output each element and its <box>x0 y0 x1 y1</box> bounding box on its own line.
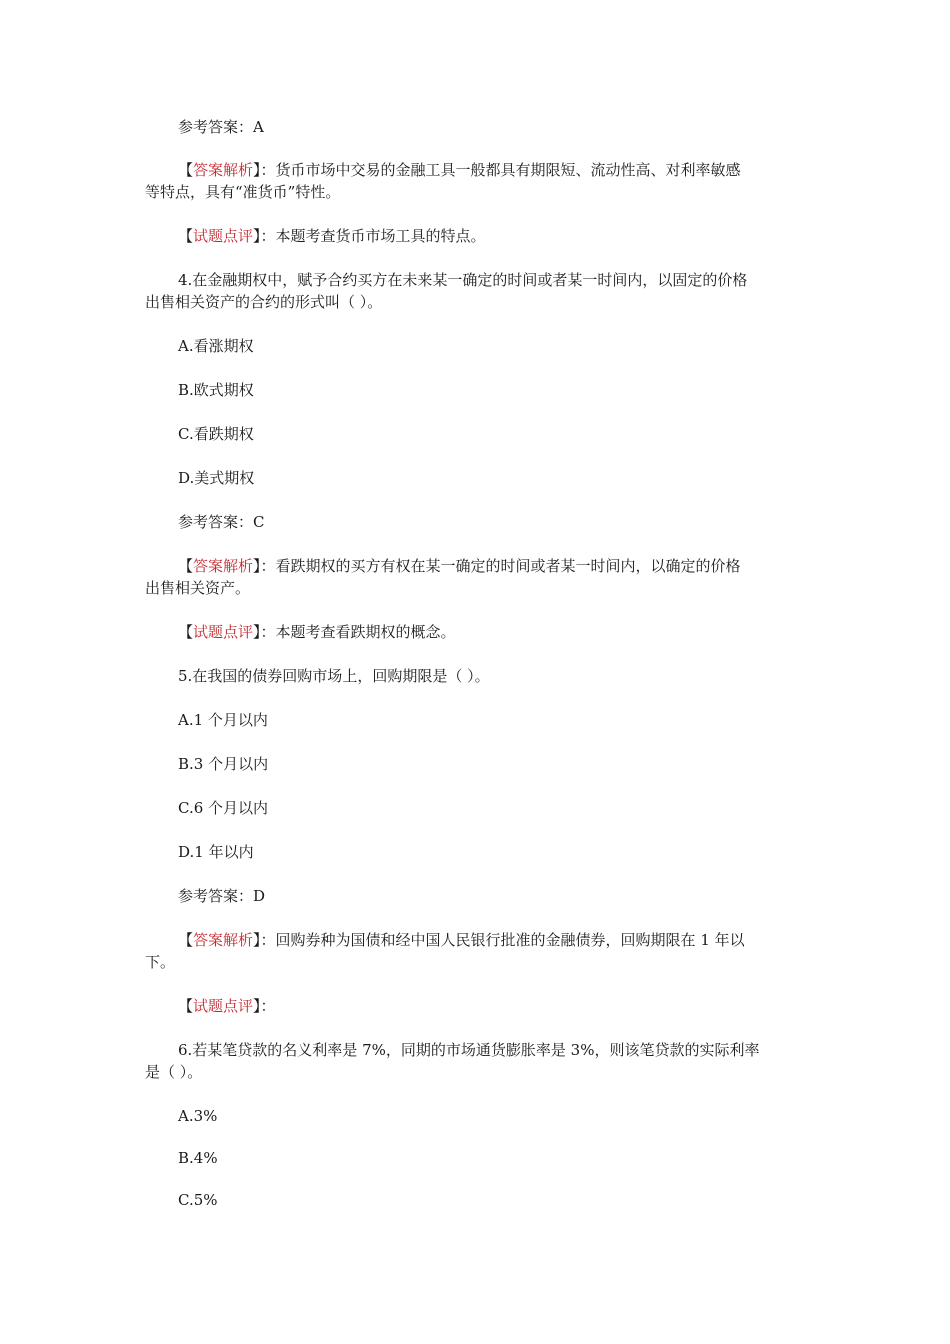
analysis-text: ：回购券种为国债和经中国人民银行批准的金融债券，回购期限在 1 年以 <box>260 931 745 949</box>
analysis-text: ：货币市场中交易的金融工具一般都具有期限短、流动性高、对利率敏感 <box>260 161 741 179</box>
review-line <box>178 225 486 247</box>
review-tag: 试题点评 <box>193 997 254 1015</box>
option-a: A.1 个月以内 <box>178 711 268 729</box>
option-d: D.美式期权 <box>178 469 255 487</box>
review-line <box>178 621 456 643</box>
bracket-left: 【 <box>178 931 194 949</box>
question-6-cont: 是（ ）。 <box>145 1063 203 1081</box>
analysis-line-cont: 出售相关资产。 <box>145 579 251 597</box>
answer-line: 参考答案：D <box>178 887 266 905</box>
bracket-left: 【 <box>178 227 194 245</box>
bracket-left: 【 <box>178 997 194 1015</box>
option-a: A.看涨期权 <box>178 337 254 355</box>
option-c: C.看跌期权 <box>178 425 254 443</box>
bracket-left: 【 <box>178 557 194 575</box>
question-4: 4.在金融期权中，赋予合约买方在未来某一确定的时间或者某一时间内，以固定的价格 <box>178 271 748 289</box>
bracket-right: 】 <box>253 997 261 1015</box>
option-b: B.3 个月以内 <box>178 755 269 773</box>
option-c: C.5% <box>178 1191 218 1209</box>
bracket-right: 】 <box>253 161 261 179</box>
review-line <box>178 995 276 1017</box>
question-6: 6.若某笔贷款的名义利率是 7%，同期的市场通货膨胀率是 3%，则该笔贷款的实际利率 <box>178 1041 760 1059</box>
bracket-right: 】 <box>253 931 261 949</box>
option-b: B.4% <box>178 1149 218 1167</box>
option-c: C.6 个月以内 <box>178 799 269 817</box>
question-4-cont: 出售相关资产的合约的形式叫（ ）。 <box>145 293 383 311</box>
question-5: 5.在我国的债券回购市场上，回购期限是（ ）。 <box>178 667 490 685</box>
analysis-tag: 答案解析 <box>193 557 254 575</box>
review-text: ： <box>260 997 276 1015</box>
analysis-line-cont: 下。 <box>145 953 176 971</box>
analysis-text: ：看跌期权的买方有权在某一确定的时间或者某一时间内，以确定的价格 <box>260 557 741 575</box>
review-tag: 试题点评 <box>193 623 254 641</box>
bracket-right: 】 <box>253 623 261 641</box>
analysis-tag: 答案解析 <box>193 161 254 179</box>
analysis-tag: 答案解析 <box>193 931 254 949</box>
review-text: ：本题考查货币市场工具的特点。 <box>260 227 486 245</box>
analysis-line <box>178 159 741 181</box>
review-text: ：本题考查看跌期权的概念。 <box>260 623 456 641</box>
option-b: B.欧式期权 <box>178 381 254 399</box>
answer-line: 参考答案：C <box>178 513 265 531</box>
bracket-left: 【 <box>178 161 194 179</box>
option-a: A.3% <box>178 1107 218 1125</box>
option-d: D.1 年以内 <box>178 843 254 861</box>
answer-line: 参考答案：A <box>178 118 264 136</box>
analysis-line <box>178 555 741 577</box>
review-tag: 试题点评 <box>193 227 254 245</box>
bracket-right: 】 <box>253 557 261 575</box>
bracket-left: 【 <box>178 623 194 641</box>
bracket-right: 】 <box>253 227 261 245</box>
analysis-line-cont: 等特点，具有“准货币”特性。 <box>145 183 341 201</box>
analysis-line <box>178 929 745 951</box>
